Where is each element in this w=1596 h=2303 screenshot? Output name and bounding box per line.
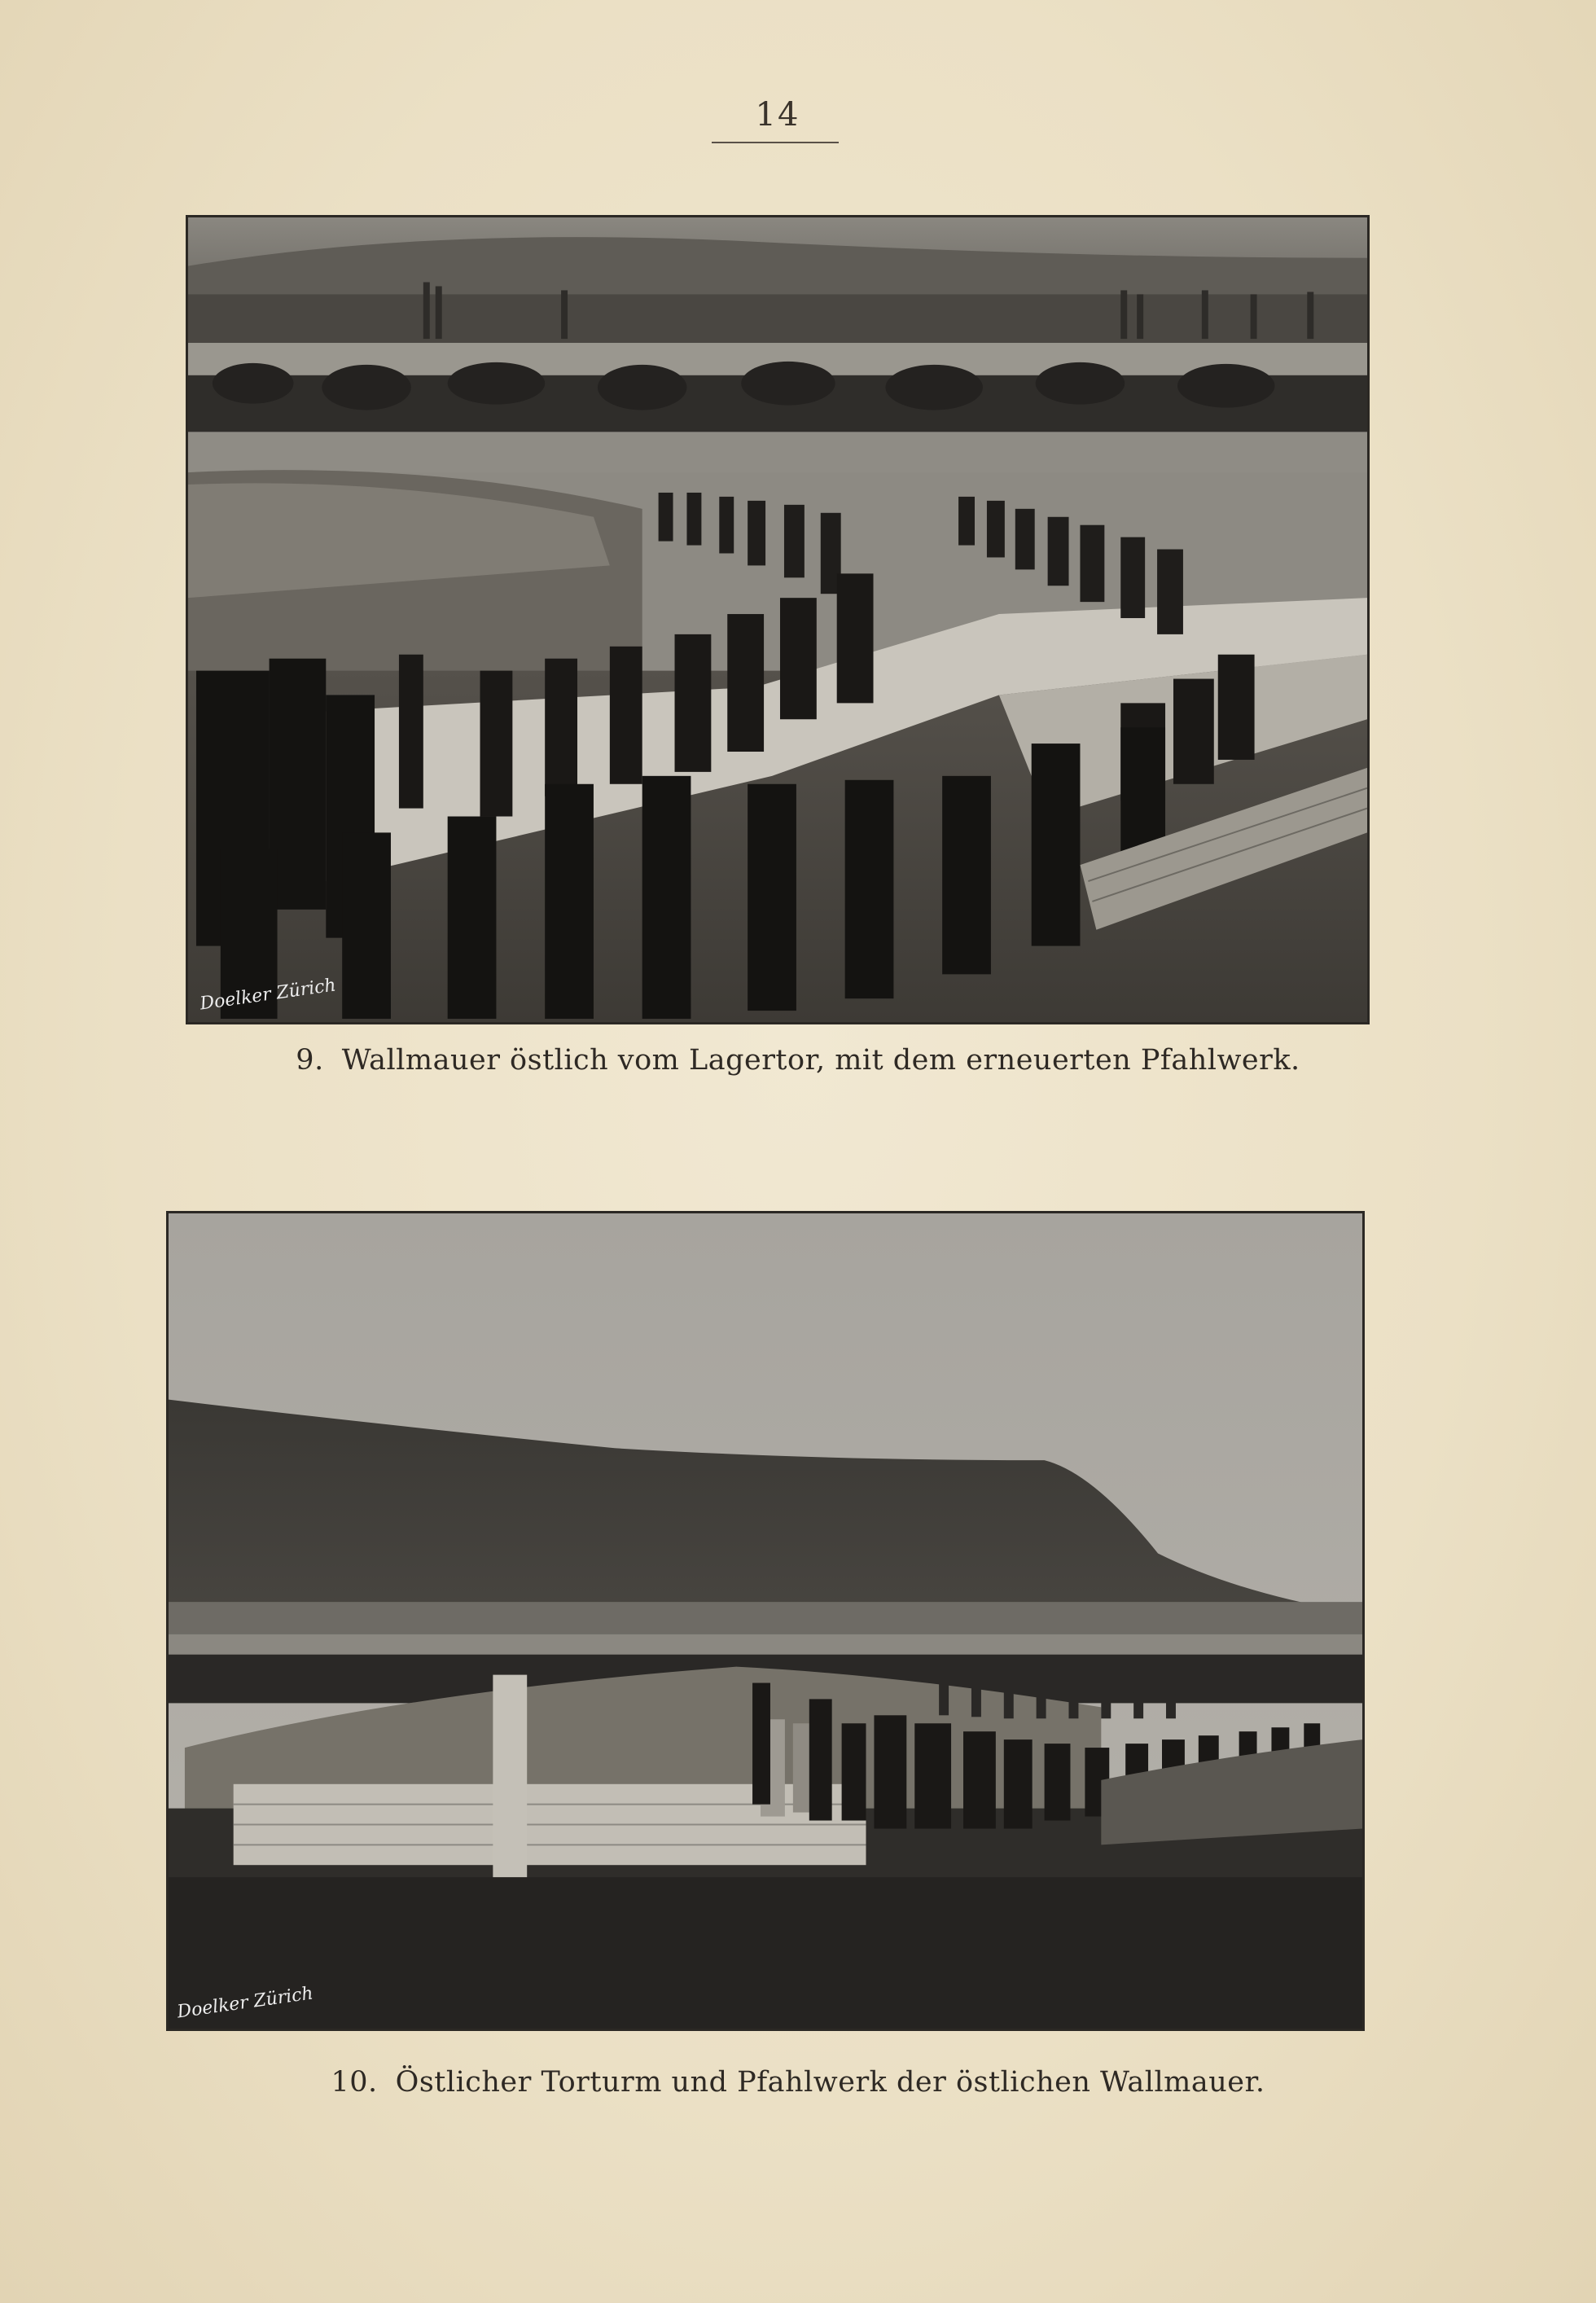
figure-9-photographer-stamp: Doelker Zürich — [199, 975, 338, 1015]
page-number: 14 — [755, 96, 800, 134]
figure-10-caption — [0, 2066, 1596, 2099]
figure-9-illustration — [188, 217, 1367, 1022]
figure-9-number: 9. — [296, 1044, 324, 1077]
figure-10-caption-text: Östlicher Torturm und Pfahlwerk der östlichen Wallmauer. — [395, 2066, 1265, 2099]
figure-10-number: 10. — [331, 2066, 378, 2099]
figure-9-caption-text: Wallmauer östlich vom Lagertor, mit dem erneuerten Pfahlwerk. — [341, 1044, 1300, 1077]
figure-10-photographer-stamp: Doelker Zürich — [176, 1983, 315, 2023]
figure-9-caption — [0, 1044, 1596, 1077]
figure-10-photo — [166, 1211, 1365, 2031]
page-number-rule — [712, 142, 839, 143]
figure-9-photo — [186, 215, 1370, 1024]
figure-10-illustration — [169, 1213, 1362, 2029]
